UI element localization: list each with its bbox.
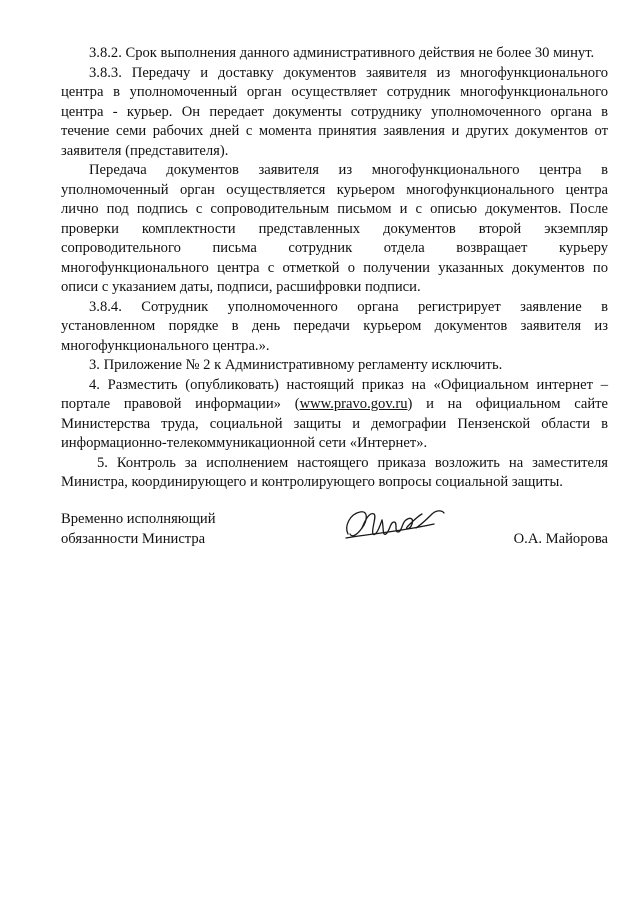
pravo-link[interactable]: www.pravo.gov.ru [299, 396, 408, 412]
signatory-title-line1: Временно исполняющий [61, 511, 216, 527]
paragraph-item-4-end: ) и на официальном сайте Министерства труда, социальной защиты и демографии Пензенской области в информационно-телекоммуникационной сети «Интернет». [61, 396, 609, 451]
paragraph-item-4-start: 4. Разместить (опубликовать) настоящий приказ на «Официальном интернет – портале правовой информации» ( [61, 376, 608, 412]
signatory-title [61, 510, 261, 549]
handwritten-signature [338, 504, 450, 546]
paragraph-item-3: 3. Приложение № 2 к Административному регламенту исключить. [89, 357, 503, 373]
paragraph-3-8-4: 3.8.4. Сотрудник уполномоченного органа регистрирует заявление в установленном порядке в день передачи курьером документов заявителя из многофункционального центра.». [61, 298, 608, 354]
paragraph-item-4 [61, 376, 608, 454]
document-body [61, 44, 608, 493]
paragraph-transfer: Передача документов заявителя из многофункционального центра в уполномоченный орган осуществляется курьером многофункционального центра лично под подпись с сопроводительным письмом и с описью документов. После проверки комплектности представленных документов второй экземпляр сопроводительного письма сотрудник отдела возвращает курьеру многофункционального центра с отметкой о получении указанных документов по описи с указанием даты, подписи, расшифровки подписи. [61, 162, 608, 295]
signature-block [61, 510, 608, 550]
paragraph-3-8-2: 3.8.2. Срок выполнения данного административного действия не более 30 минут. [89, 45, 595, 61]
signatory-name: О.А. Майорова [513, 530, 608, 547]
paragraph-3-8-3: 3.8.3. Передачу и доставку документов заявителя из многофункционального центра в уполномоченный орган осуществляет сотрудник многофункционального центра - курьер. Он передает документы сотруднику уполномоченного органа в течение семи рабочих дней с момента принятия заявления и других документов от заявителя (представителя). [61, 64, 608, 159]
signatory-title-line2: обязанности Министра [61, 530, 206, 547]
paragraph-item-5: 5. Контроль за исполнением настоящего приказа возложить на заместителя Министра, координирующего и контролирующего вопросы социальной защиты. [61, 454, 608, 490]
